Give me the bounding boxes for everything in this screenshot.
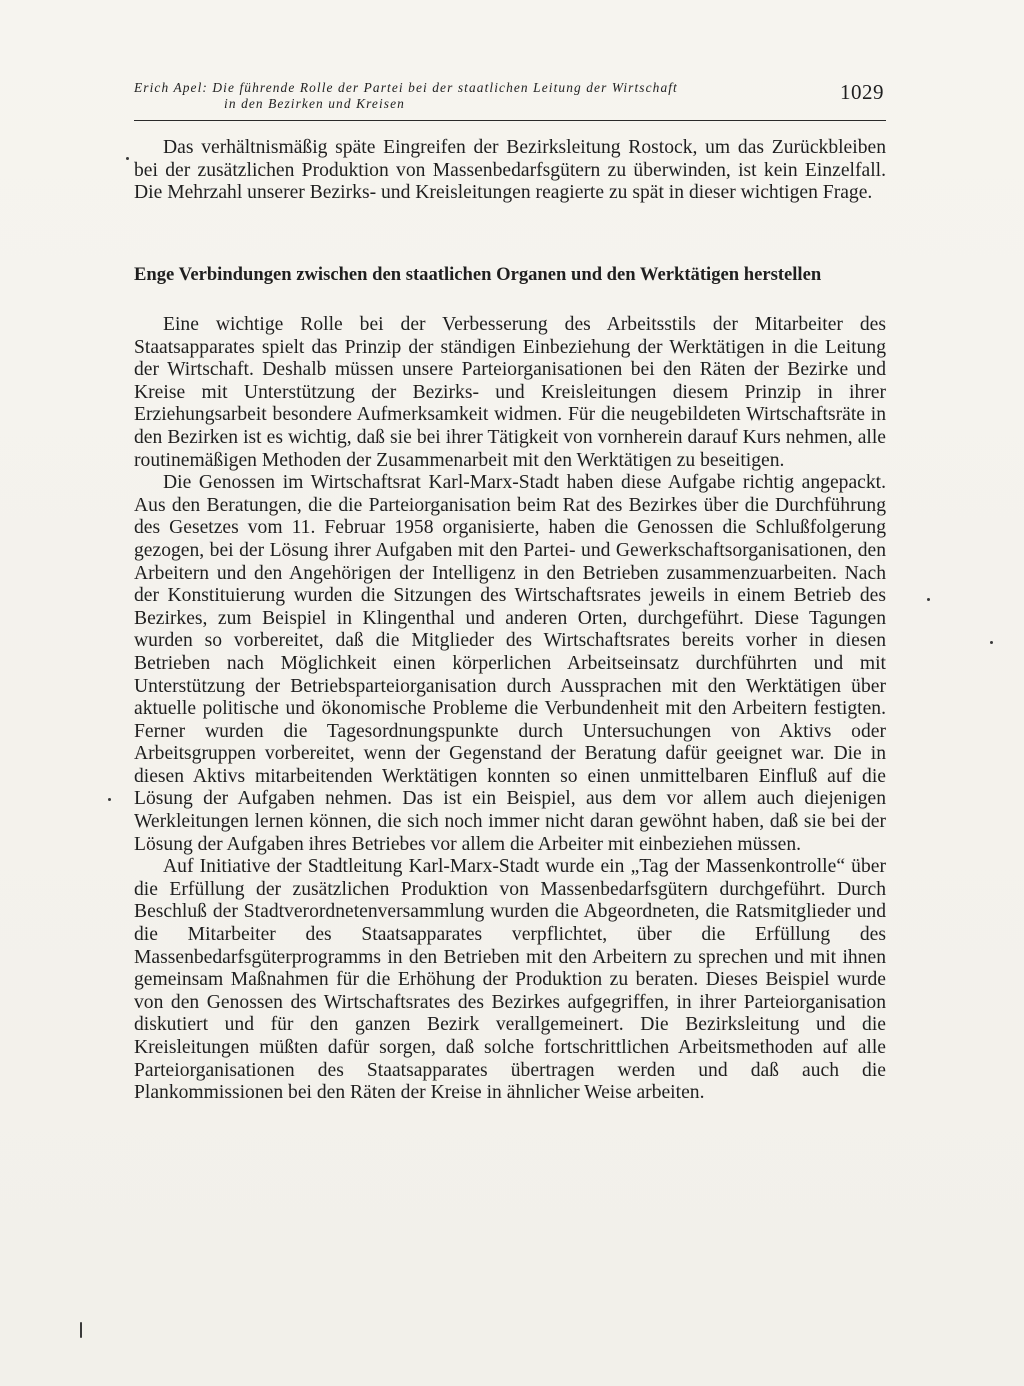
section-body [134, 314, 886, 1105]
scan-speck [126, 157, 129, 160]
intro-paragraph: Das verhältnismäßig späte Eingreifen der Bezirksleitung Rostock, um das Zurückbleiben bei der zusätzlichen Produktion von Massenbedarfsgütern zu überwinden, ist kein Einzelfall. Die Mehrzahl unserer Bezirks- und Kreisleitungen reagierte zu spät in dieser wichtigen Frage. [134, 137, 886, 204]
running-header-line-1: Erich Apel: Die führende Rolle der Partei bei der staatlichen Leitung der Wirtschaft [134, 80, 678, 95]
running-header-line-2: in den Bezirken und Kreisen [224, 96, 405, 111]
page-header [134, 76, 886, 121]
scan-speck [927, 598, 930, 601]
intro-text-block [134, 137, 886, 205]
body-paragraph-3: Auf Initiative der Stadtleitung Karl-Marx-Stadt wurde ein „Tag der Massenkontrolle“ über die Erfüllung der zusätzlichen Produktion von Massenbedarfsgütern durchgeführt. Durch Beschluß der Stadtverordnetenversammlung wurden die Abgeordneten, die Ratsmitglieder und die Mitarbeiter des Staatsapparates verpflichtet, über die Erfüllung des Massenbedarfsgüterprogramms in den Betrieben mit den Arbeitern zu sprechen und mit ihnen gemeinsam Maßnahmen für die Erhöhung der Produktion zu beraten. Dieses Beispiel wurde von den Genossen des Wirtschaftsrates des Bezirkes aufgegriffen, in ihrer Parteiorganisation diskutiert und für den ganzen Bezirk verallgemeinert. Die Bezirksleitung und die Kreisleitungen müßten dafür sorgen, daß solche fortschrittlichen Arbeitsmethoden auf alle Parteiorganisationen des Staatsapparates übertragen werden und daß auch die Plankommissionen bei den Räten der Kreise in ähnlicher Weise arbeiten. [134, 856, 886, 1104]
scan-speck [80, 1322, 82, 1338]
section-heading: Enge Verbindungen zwischen den staatlichen Organen und den Werktätigen herstellen [134, 264, 822, 285]
scan-speck [990, 641, 993, 644]
scan-speck [108, 798, 111, 801]
body-paragraph-2: Die Genossen im Wirtschaftsrat Karl-Marx-Stadt haben diese Aufgabe richtig angepackt. Aus den Beratungen, die die Parteiorganisation beim Rat des Bezirkes über die Durchführung des Gesetzes vom 11. Februar 1958 organisierte, haben die Genossen die Schlußfolgerung gezogen, bei der Lösung ihrer Aufgaben mit den Partei- und Gewerkschaftsorganisationen, den Arbeitern und den Angehörigen der Intelligenz in den Betrieben zusammenzuarbeiten. Nach der Konstituierung wurden die Sitzungen des Wirtschaftsrates jeweils in einem Betrieb des Bezirkes, zum Beispiel in Klingenthal und anderen Orten, durchgeführt. Diese Tagungen wurden so vorbereitet, daß die Mitglieder des Wirtschaftsrates bereits vorher in diesen Betrieben nach Möglichkeit einen körperlichen Arbeitseinsatz durchführten und mit Unterstützung der Betriebsparteiorganisation durch Aussprachen mit den Werktätigen über aktuelle politische und ökonomische Probleme die Verbundenheit mit den Arbeitern festigten. Ferner wurden die Tagesordnungspunkte durch Untersuchungen von Aktivs oder Arbeitsgruppen vorbereitet, wenn der Gegenstand der Beratung dafür geeignet war. Die in diesen Aktivs mitarbeitenden Werktätigen konnten so einen unmittelbaren Einfluß auf die Lösung der Aufgaben nehmen. Das ist ein Beispiel, aus dem vor allem auch diejenigen Werkleitungen lernen können, die sich noch immer nicht daran gewöhnt haben, daß sie bei der Lösung der Aufgaben ihres Betriebes vor allem die Arbeiter mit einbeziehen müssen. [134, 472, 886, 855]
running-header [134, 80, 804, 112]
page-number: 1029 [840, 80, 884, 104]
body-paragraph-1: Eine wichtige Rolle bei der Verbesserung des Arbeitsstils der Mitarbeiter des Staatsapparates spielt das Prinzip der ständigen Einbeziehung der Werktätigen in die Leitung der Wirtschaft. Deshalb müssen unsere Parteiorganisationen bei den Räten der Bezirke und Kreise mit Unterstützung der Bezirks- und Kreisleitungen diesem Prinzip in ihrer Erziehungsarbeit besondere Aufmerksamkeit widmen. Für die neugebildeten Wirtschaftsräte in den Bezirken ist es wichtig, daß sie bei ihrer Tätigkeit von vornherein darauf Kurs nehmen, alle routinemäßigen Methoden der Zusammenarbeit mit den Werktätigen zu beseitigen. [134, 314, 886, 471]
